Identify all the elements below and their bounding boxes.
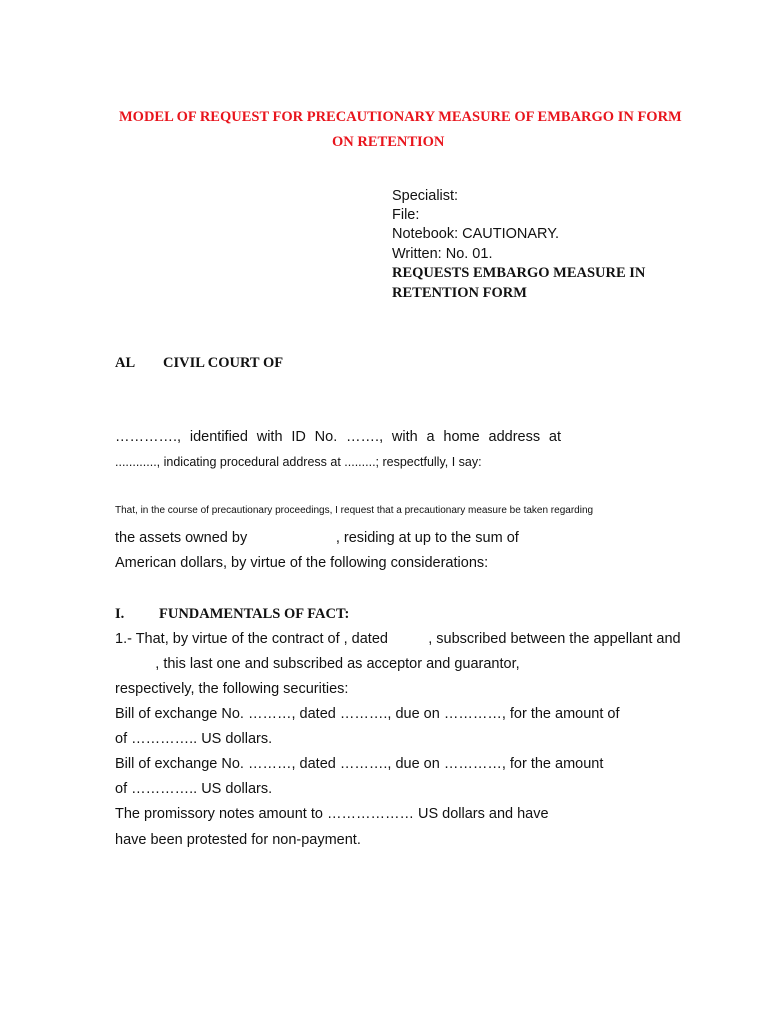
fact-line: 1.- That, by virtue of the contract of , dated , subscribed between the appellant and [115, 631, 681, 647]
file-label: File: [392, 207, 420, 223]
section-number: I. [115, 606, 125, 622]
section-heading: FUNDAMENTALS OF FACT: [159, 606, 350, 622]
specialist-label: Specialist: [392, 188, 459, 204]
petition-line2: the assets owned by , residing at up to the sum of [115, 530, 519, 546]
fact-line: The promissory notes amount to ……………… US dollars and have [115, 806, 549, 822]
fact-line: , this last one and subscribed as acceptor and guarantor, [115, 656, 520, 672]
fact-line: respectively, the following securities: [115, 681, 349, 697]
court-prefix: AL [115, 355, 136, 371]
fact-line: of ………….. US dollars. [115, 731, 273, 747]
intro-line2: ............, indicating procedural address at .........; respectfully, I say: [115, 455, 482, 469]
fact-line: have been protested for non-payment. [115, 832, 361, 848]
fact-line: Bill of exchange No. ………, dated ………., due on …………, for the amount of [115, 706, 620, 722]
court-name: CIVIL COURT OF [163, 355, 284, 371]
intro-line1: …………., identified with ID No. ……., with a home address at [115, 429, 561, 445]
fact-line: Bill of exchange No. ………, dated ………., due on …………, for the amount [115, 756, 604, 772]
document-title-line1: MODEL OF REQUEST FOR PRECAUTIONARY MEASURE OF EMBARGO IN FORM [119, 109, 682, 125]
petition-line1: That, in the course of precautionary proceedings, I request that a precautionary measure be taken regarding [115, 505, 594, 516]
notebook-label: Notebook: CAUTIONARY. [392, 226, 560, 242]
petition-line3: American dollars, by virtue of the following considerations: [115, 555, 489, 571]
subject-line2: RETENTION FORM [392, 285, 527, 301]
written-label: Written: No. 01. [392, 246, 493, 262]
document-title-line2: ON RETENTION [332, 134, 445, 150]
fact-line: of ………….. US dollars. [115, 781, 273, 797]
subject-line1: REQUESTS EMBARGO MEASURE IN [392, 265, 646, 281]
